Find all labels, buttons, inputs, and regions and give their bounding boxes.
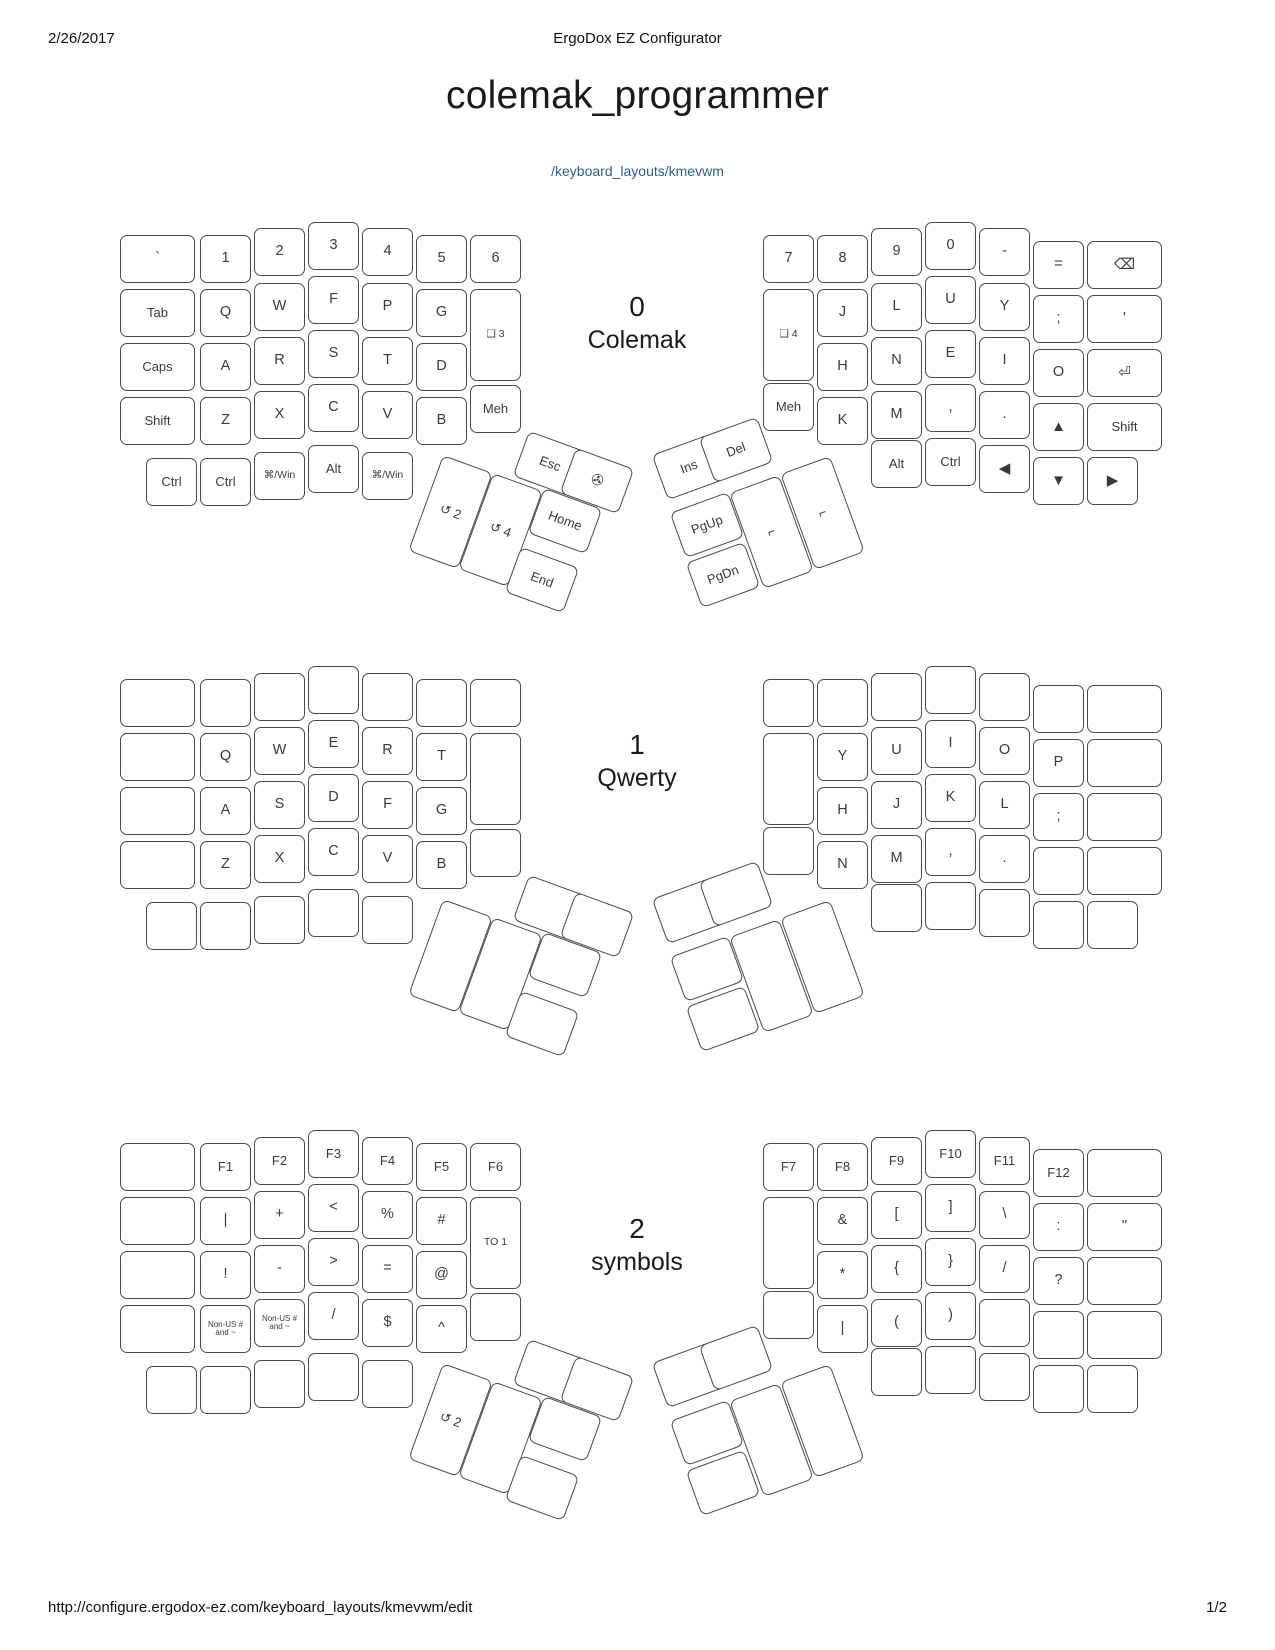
key[interactable]: Non-US # and ~ [254, 1299, 305, 1347]
key[interactable]: F [362, 781, 413, 829]
key[interactable]: , [925, 384, 976, 432]
key[interactable]: E [308, 720, 359, 768]
key[interactable]: S [254, 781, 305, 829]
key[interactable] [362, 896, 413, 944]
key[interactable] [120, 1305, 195, 1353]
key[interactable] [1087, 1149, 1162, 1197]
key[interactable]: Caps [120, 343, 195, 391]
key[interactable]: 2 [254, 228, 305, 276]
key[interactable]: G [416, 787, 467, 835]
key[interactable]: ' [1087, 295, 1162, 343]
layer-1-title [517, 728, 757, 794]
key[interactable]: Alt [308, 445, 359, 493]
key[interactable] [979, 889, 1030, 937]
key[interactable]: Ctrl [925, 438, 976, 486]
key[interactable] [254, 896, 305, 944]
key[interactable]: I [925, 720, 976, 768]
key[interactable]: K [817, 397, 868, 445]
key[interactable]: F6 [470, 1143, 521, 1191]
key[interactable]: ▲ [1033, 403, 1084, 451]
key[interactable]: " [1087, 1203, 1162, 1251]
key[interactable]: Home [528, 488, 603, 554]
key[interactable]: > [308, 1238, 359, 1286]
key[interactable]: F3 [308, 1130, 359, 1178]
key[interactable]: M [871, 835, 922, 883]
key[interactable]: Z [200, 397, 251, 445]
key[interactable] [470, 829, 521, 877]
key[interactable]: 6 [470, 235, 521, 283]
key[interactable]: X [254, 391, 305, 439]
key[interactable]: | [200, 1197, 251, 1245]
layer-0-name: Colemak [587, 326, 687, 354]
key[interactable]: ❑ 4 [763, 289, 814, 381]
key[interactable]: ; [1033, 295, 1084, 343]
key[interactable]: PgUp [670, 492, 745, 558]
key[interactable]: F1 [200, 1143, 251, 1191]
key[interactable] [871, 884, 922, 932]
header-title: ErgoDox EZ Configurator [553, 30, 722, 47]
key[interactable]: - [979, 228, 1030, 276]
key[interactable]: C [308, 828, 359, 876]
key[interactable]: Ins [652, 434, 727, 500]
key[interactable]: # [416, 1197, 467, 1245]
key[interactable]: ↺ 2 [408, 1363, 493, 1477]
key[interactable] [1087, 1311, 1162, 1359]
key[interactable] [146, 902, 197, 950]
key[interactable]: P [1033, 739, 1084, 787]
key[interactable]: ) [925, 1292, 976, 1340]
key[interactable]: F2 [254, 1137, 305, 1185]
key[interactable] [925, 882, 976, 930]
key[interactable]: End [505, 547, 580, 613]
key[interactable]: 5 [416, 235, 467, 283]
key[interactable]: ▶ [1087, 457, 1138, 505]
key[interactable]: Ctrl [200, 458, 251, 506]
key[interactable]: W [254, 283, 305, 331]
key[interactable] [120, 1197, 195, 1245]
key[interactable]: 4 [362, 228, 413, 276]
key[interactable] [470, 1293, 521, 1341]
key[interactable] [1033, 685, 1084, 733]
key[interactable]: F8 [817, 1143, 868, 1191]
key[interactable] [120, 841, 195, 889]
key[interactable] [254, 1360, 305, 1408]
key[interactable] [1033, 847, 1084, 895]
key[interactable]: ? [1033, 1257, 1084, 1305]
footer-page-number: 1/2 [1206, 1599, 1227, 1616]
layer-2-title [517, 1212, 757, 1278]
key[interactable]: F9 [871, 1137, 922, 1185]
key[interactable] [470, 679, 521, 727]
key[interactable]: 7 [763, 235, 814, 283]
key[interactable] [200, 1366, 251, 1414]
key[interactable]: N [871, 337, 922, 385]
key[interactable]: G [416, 289, 467, 337]
key[interactable] [925, 666, 976, 714]
key[interactable]: ❑ 3 [470, 289, 521, 381]
key[interactable]: D [308, 774, 359, 822]
key[interactable]: ` [120, 235, 195, 283]
key[interactable] [763, 1291, 814, 1339]
key[interactable]: Z [200, 841, 251, 889]
key[interactable] [362, 1360, 413, 1408]
key[interactable]: 1 [200, 235, 251, 283]
key[interactable]: P [362, 283, 413, 331]
key[interactable]: ✇ [560, 448, 635, 514]
key[interactable]: K [925, 774, 976, 822]
key[interactable]: \ [979, 1191, 1030, 1239]
key[interactable]: ⏎ [1087, 349, 1162, 397]
key[interactable] [200, 679, 251, 727]
key[interactable] [763, 827, 814, 875]
key[interactable]: Y [817, 733, 868, 781]
key[interactable]: ◀ [979, 445, 1030, 493]
key[interactable]: N [817, 841, 868, 889]
key[interactable]: D [416, 343, 467, 391]
key[interactable] [146, 1366, 197, 1414]
key[interactable]: % [362, 1191, 413, 1239]
key[interactable] [200, 902, 251, 950]
key[interactable]: V [362, 835, 413, 883]
key[interactable] [1087, 847, 1162, 895]
key[interactable] [362, 673, 413, 721]
key[interactable]: L [979, 781, 1030, 829]
key[interactable]: O [979, 727, 1030, 775]
key[interactable]: @ [416, 1251, 467, 1299]
key[interactable] [1087, 1257, 1162, 1305]
layer-0-title [517, 290, 757, 356]
key[interactable]: ⌐ [780, 456, 865, 570]
key[interactable]: T [362, 337, 413, 385]
key[interactable] [308, 1353, 359, 1401]
key[interactable]: 8 [817, 235, 868, 283]
key[interactable]: + [254, 1191, 305, 1239]
key[interactable]: Shift [120, 397, 195, 445]
key[interactable]: } [925, 1238, 976, 1286]
page-title: colemak_programmer [446, 74, 829, 117]
key[interactable]: , [925, 828, 976, 876]
key[interactable]: M [871, 391, 922, 439]
key[interactable]: B [416, 397, 467, 445]
key[interactable]: - [254, 1245, 305, 1293]
footer-url: http://configure.ergodox-ez.com/keyboard_layouts/kmevwm/edit [48, 1599, 473, 1616]
key[interactable]: W [254, 727, 305, 775]
key[interactable] [1087, 739, 1162, 787]
key[interactable]: PgDn [686, 542, 761, 608]
key[interactable] [120, 733, 195, 781]
key[interactable] [120, 787, 195, 835]
key[interactable]: L [871, 283, 922, 331]
header-date: 2/26/2017 [48, 30, 115, 47]
key[interactable]: U [925, 276, 976, 324]
key[interactable]: F [308, 276, 359, 324]
key[interactable] [120, 1251, 195, 1299]
layout-permalink[interactable]: /keyboard_layouts/kmevwm [551, 163, 724, 179]
key[interactable]: 0 [925, 222, 976, 270]
key[interactable]: R [254, 337, 305, 385]
layer-0-number: 0 [629, 291, 645, 322]
key[interactable]: : [1033, 1203, 1084, 1251]
key[interactable]: H [817, 343, 868, 391]
key[interactable]: [ [871, 1191, 922, 1239]
key[interactable]: Ctrl [146, 458, 197, 506]
key[interactable]: Del [699, 417, 774, 483]
key[interactable]: / [308, 1292, 359, 1340]
key[interactable] [254, 673, 305, 721]
key[interactable]: F7 [763, 1143, 814, 1191]
key[interactable]: Q [200, 289, 251, 337]
key[interactable]: ^ [416, 1305, 467, 1353]
key[interactable]: ▼ [1033, 457, 1084, 505]
key[interactable]: J [871, 781, 922, 829]
key[interactable] [979, 1353, 1030, 1401]
key[interactable] [763, 733, 814, 825]
key[interactable]: { [871, 1245, 922, 1293]
key[interactable]: I [979, 337, 1030, 385]
key[interactable]: Shift [1087, 403, 1162, 451]
key[interactable]: A [200, 787, 251, 835]
key[interactable]: ⌫ [1087, 241, 1162, 289]
key[interactable]: ⌐ [729, 475, 814, 589]
key[interactable]: R [362, 727, 413, 775]
key[interactable] [416, 679, 467, 727]
key[interactable]: X [254, 835, 305, 883]
key[interactable] [1033, 1311, 1084, 1359]
key[interactable] [979, 673, 1030, 721]
key[interactable]: = [362, 1245, 413, 1293]
key[interactable]: * [817, 1251, 868, 1299]
key[interactable] [1033, 901, 1084, 949]
key[interactable]: F5 [416, 1143, 467, 1191]
key[interactable]: ( [871, 1299, 922, 1347]
key[interactable] [308, 666, 359, 714]
key[interactable]: ! [200, 1251, 251, 1299]
key[interactable]: O [1033, 349, 1084, 397]
key[interactable]: . [979, 835, 1030, 883]
key[interactable]: ↺ 4 [458, 473, 543, 587]
key[interactable]: = [1033, 241, 1084, 289]
key[interactable]: U [871, 727, 922, 775]
key[interactable]: ] [925, 1184, 976, 1232]
key[interactable]: < [308, 1184, 359, 1232]
key[interactable]: E [925, 330, 976, 378]
key[interactable]: 9 [871, 228, 922, 276]
key[interactable] [470, 733, 521, 825]
key[interactable] [120, 679, 195, 727]
key[interactable]: TO 1 [470, 1197, 521, 1289]
key[interactable]: Tab [120, 289, 195, 337]
key[interactable] [1087, 901, 1138, 949]
layer-1-name: Qwerty [597, 764, 677, 792]
key[interactable]: F11 [979, 1137, 1030, 1185]
key[interactable]: Esc [513, 431, 588, 497]
key[interactable]: . [979, 391, 1030, 439]
key[interactable]: Alt [871, 440, 922, 488]
key[interactable]: T [416, 733, 467, 781]
key[interactable] [120, 1143, 195, 1191]
key[interactable]: B [416, 841, 467, 889]
key[interactable]: 3 [308, 222, 359, 270]
key[interactable]: C [308, 384, 359, 432]
key[interactable] [1087, 793, 1162, 841]
key[interactable]: F10 [925, 1130, 976, 1178]
key[interactable]: Meh [470, 385, 521, 433]
layer-2-name: symbols [591, 1248, 683, 1276]
key[interactable]: ; [1033, 793, 1084, 841]
key[interactable]: | [817, 1305, 868, 1353]
key[interactable] [1087, 685, 1162, 733]
key[interactable]: F12 [1033, 1149, 1084, 1197]
key[interactable] [763, 1197, 814, 1289]
key[interactable]: ↺ 2 [408, 455, 493, 569]
layer-1-number: 1 [629, 729, 645, 760]
key[interactable]: F4 [362, 1137, 413, 1185]
key[interactable]: Q [200, 733, 251, 781]
key[interactable]: S [308, 330, 359, 378]
key[interactable] [871, 673, 922, 721]
key[interactable] [925, 1346, 976, 1394]
key[interactable]: A [200, 343, 251, 391]
key[interactable] [763, 679, 814, 727]
key[interactable]: & [817, 1197, 868, 1245]
key[interactable]: Y [979, 283, 1030, 331]
key[interactable]: ⌘/Win [254, 452, 305, 500]
key[interactable]: J [817, 289, 868, 337]
key[interactable]: Non-US # and ~ [200, 1305, 251, 1353]
key[interactable] [817, 679, 868, 727]
key[interactable] [979, 1299, 1030, 1347]
key[interactable] [1087, 1365, 1138, 1413]
key[interactable] [308, 889, 359, 937]
key[interactable] [1033, 1365, 1084, 1413]
key[interactable]: Meh [763, 383, 814, 431]
key[interactable]: ⌘/Win [362, 452, 413, 500]
layer-2-number: 2 [629, 1213, 645, 1244]
key[interactable]: V [362, 391, 413, 439]
key[interactable]: $ [362, 1299, 413, 1347]
key[interactable] [871, 1348, 922, 1396]
key[interactable]: H [817, 787, 868, 835]
key[interactable]: / [979, 1245, 1030, 1293]
